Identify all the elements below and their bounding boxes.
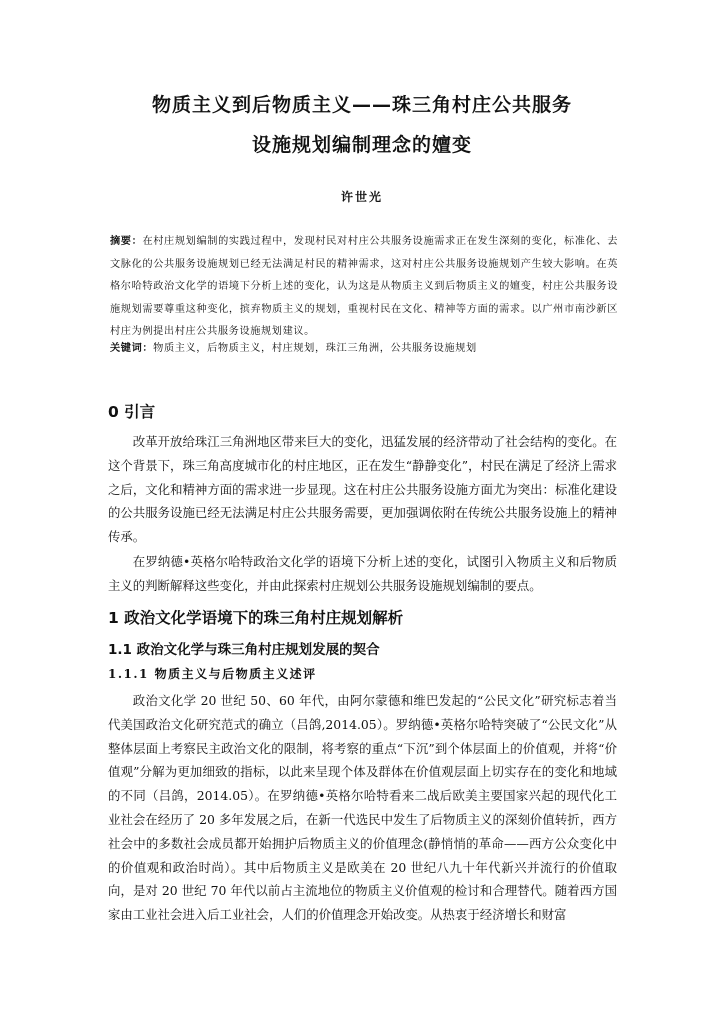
intro-heading: 0 引言	[108, 403, 156, 421]
intro-paragraph-2: 在罗纳德•英格尔哈特政治文化学的语境下分析上述的变化，试图引入物质主义和后物质主义的判断解释这些变化，并由此探索村庄规划公共服务设施规划编制的要点。	[108, 554, 617, 593]
author-name: 许世光	[340, 190, 383, 204]
section-1-paragraph-1: 政治文化学 20 世纪 50、60 年代，由阿尔蒙德和维巴发起的“公民文化”研究标志着当代美国政治文化研究范式的确立（吕鸽,2014.05）。罗纳德•英格尔哈特突破了“公民文化”从整体层面上考察民主政治文化的限制，将考察的重点“下沉”到个体层面上的价值观，并将“价值观”分解为更加细致的指标，以此来呈现个体及群体在价值观层面上切实存在的变化和地域的不同（吕鸽，2014.05）。在罗纳德•英格尔哈特看来二战后欧美主要国家兴起的现代化工业社会在经历了 20 多年发展之后，在新一代选民中发生了后物质主义的深刻价值转折，西方社会中的多数社会成员都开始拥护后物质主义的价值理念(静悄悄的革命——西方公众变化中的价值观和政治时尚）。其中后物质主义是欧美在 20 世纪八九十年代新兴并流行的价值取向，是对 20 世纪 70 年代以前占主流地位的物质主义价值观的检讨和合理替代。随着西方国家由工业社会进入后工业社会，人们的价值理念开始改变。从热衷于经济增长和财富	[108, 693, 617, 923]
keywords-block	[110, 340, 618, 357]
abstract-text: 在村庄规划编制的实践过程中，发现村民对村庄公共服务设施需求正在发生深刻的变化，标准化、去文脉化的公共服务设施规划已经无法满足村民的精神需求，这对村庄公共服务设施规划产生较大影响。在英格尔哈特政治文化学的语境下分析上述的变化，认为这是从物质主义到后物质主义的嬗变，村庄公共服务设施规划需要尊重这种变化，摈弃物质主义的规划，重视村民在文化、精神等方面的需求。以广州市南沙新区村庄为例提出村庄公共服务设施规划建议。	[110, 236, 618, 337]
paper-title-line1: 物质主义到后物质主义——珠三角村庄公共服务	[151, 94, 572, 116]
section-1-1-heading: 1.1 政治文化学与珠三角村庄规划发展的契合	[108, 642, 380, 658]
keywords-label: 关键词：	[110, 342, 154, 354]
keywords-text: 物质主义，后物质主义，村庄规划，珠江三角洲，公共服务设施规划	[153, 343, 477, 354]
section-1-heading: 1 政治文化学语境下的珠三角村庄规划解析	[108, 609, 404, 627]
paper-title-line2: 设施规划编制理念的嬗变	[251, 134, 472, 156]
intro-paragraph-1: 改革开放给珠江三角洲地区带来巨大的变化，迅猛发展的经济带动了社会结构的变化。在这个背景下，珠三角高度城市化的村庄地区，正在发生“静静变化”，村民在满足了经济上需求之后，文化和精神方面的需求进一步显现。这在村庄公共服务设施方面尤为突出：标准化建设的公共服务设施已经无法满足村庄公共服务需要，更加强调依附在传统公共服务设施上的精神传承。	[108, 434, 617, 545]
section-1-1-1-heading: 1.1.1 物质主义与后物质主义述评	[108, 667, 317, 681]
abstract-label: 摘要：	[110, 235, 143, 247]
abstract-block	[110, 230, 618, 344]
